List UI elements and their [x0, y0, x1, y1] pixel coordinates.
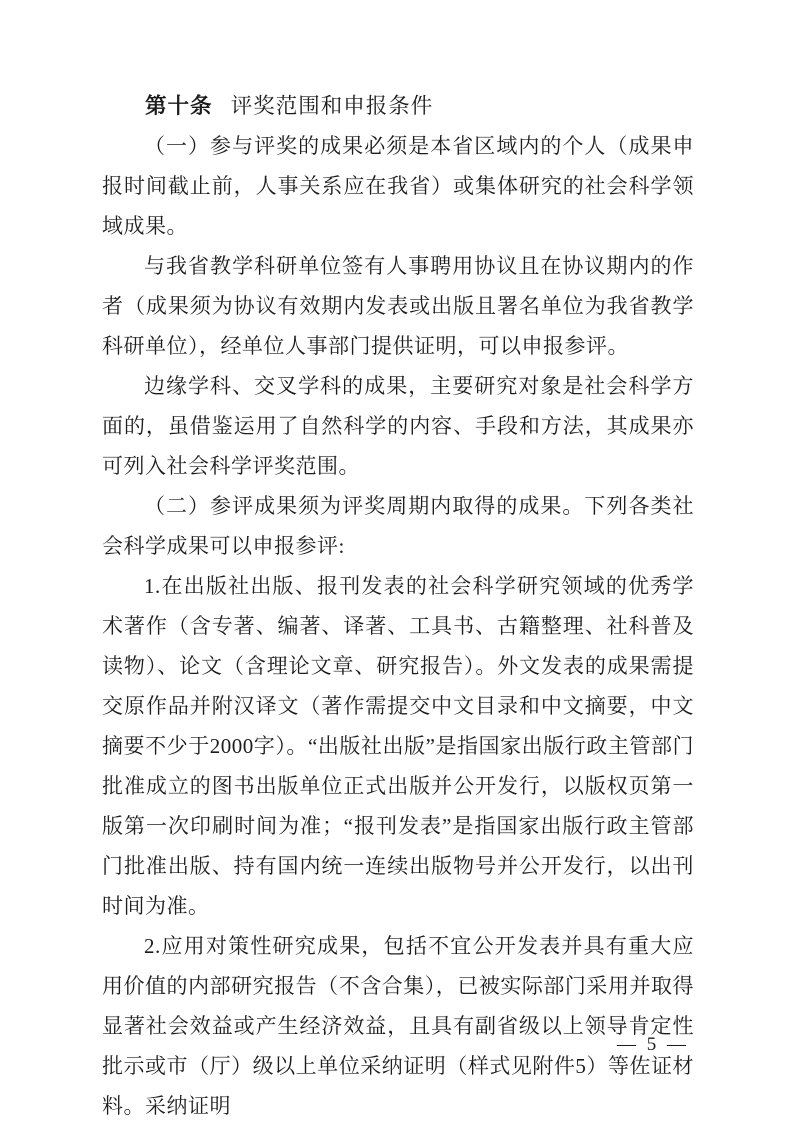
page-number: — 5 — [617, 1034, 689, 1055]
paragraph-clause-2: （二）参评成果须为评奖周期内取得的成果。下列各类社会科学成果可以申报参评: [102, 494, 694, 558]
paragraph-clause-1-interdisciplinary: 边缘学科、交叉学科的成果，主要研究对象是社会科学方面的，虽借鉴运用了自然科学的内容、手段和方法，其成果亦可列入社会科学评奖范围。 [102, 374, 694, 478]
article-title: 评奖范围和申报条件 [230, 94, 434, 118]
paragraph-item-1-publications: 1.在出版社出版、报刊发表的社会科学研究领域的优秀学术著作（含专著、编著、译著、工具书、古籍整理、社科普及读物）、论文（含理论文章、研究报告）。外文发表的成果需提交原作品并附汉译文（著作需提交中文目录和中文摘要，中文摘要不少于2000字）。“出版社出版”是指国家出版行政主管部门批准成立的图书出版单位正式出版并公开发行，以版权页第一版第一次印刷时间为准；“报刊发表”是指国家出版行政主管部门批准出版、持有国内统一连续出版物号并公开发行，以出刊时间为准。 [102, 574, 694, 918]
article-number: 第十条 [145, 94, 213, 118]
paragraph-clause-1-author: 与我省教学科研单位签有人事聘用协议且在协议期内的作者（成果须为协议有效期内发表或出版且署名单位为我省教学科研单位），经单位人事部门提供证明，可以申报参评。 [102, 254, 694, 358]
document-body [102, 86, 694, 1122]
article-heading [102, 86, 694, 126]
paragraph-item-2-applied-research: 2.应用对策性研究成果，包括不宜公开发表并具有重大应用价值的内部研究报告（不含合集），已被实际部门采用并取得显著社会效益或产生经济效益，且具有副省级以上领导肯定性批示或市（厅）级以上单位采纳证明（样式见附件5）等佐证材料。采纳证明 [102, 934, 694, 1118]
paragraph-clause-1: （一）参与评奖的成果必须是本省区域内的个人（成果申报时间截止前，人事关系应在我省）或集体研究的社会科学领域成果。 [102, 134, 694, 238]
